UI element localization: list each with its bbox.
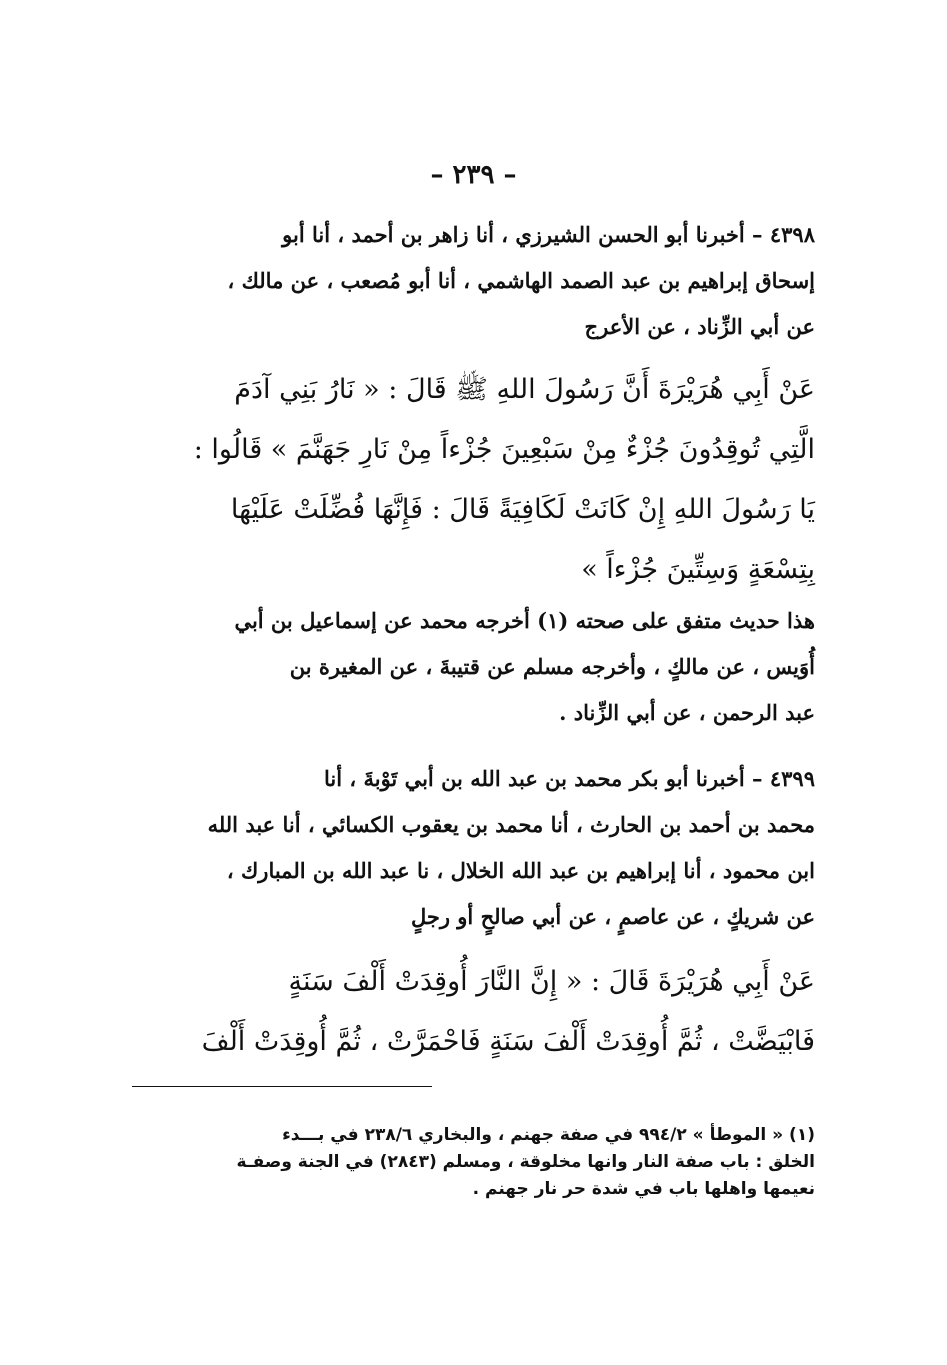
- isnad-line: إسحاق إبراهيم بن عبد الصمد الهاشمي ، أنا أبو مُصعب ، عن مالك ،: [227, 268, 815, 293]
- hadith-4399-isnad: [125, 756, 815, 940]
- matn-line: عَنْ أَبِي هُرَيْرَةَ قَالَ : « إِنَّ النَّارَ أُوقِدَتْ أَلْفَ سَنَةٍ: [288, 966, 815, 997]
- matn-line: يَا رَسُولَ اللهِ إِنْ كَانَتْ لَكَافِيَةً قَالَ : فَإِنَّهَا فُضِّلَتْ عَلَيْهَا: [230, 494, 815, 525]
- matn-line: عَنْ أَبِي هُرَيْرَةَ أَنَّ رَسُولَ اللهِ ﷺ قَالَ : « نَارُ بَنِي آدَمَ: [234, 374, 815, 405]
- matn-line: الَّتِي تُوقِدُونَ جُزْءٌ مِنْ سَبْعِينَ جُزْءاً مِنْ نَارِ جَهَنَّمَ » قَالُوا :: [193, 434, 815, 465]
- matn-line: فَابْيَضَّتْ ، ثُمَّ أُوقِدَتْ أَلْفَ سَنَةٍ فَاحْمَرَّتْ ، ثُمَّ أُوقِدَتْ أَلْفَ: [201, 1026, 815, 1057]
- footnote: [125, 1122, 815, 1203]
- isnad-line: عن أبي الزِّناد ، عن الأعرج: [584, 314, 815, 339]
- hadith-4398-matn: [125, 360, 815, 600]
- hadith-4399-matn: [125, 952, 815, 1072]
- isnad-line: محمد بن أحمد بن الحارث ، أنا محمد بن يعقوب الكسائي ، أنا عبد الله: [207, 812, 815, 837]
- hadith-4398-isnad: [125, 212, 815, 350]
- page-number: – ٢٣٩ –: [430, 160, 517, 190]
- hadith-4398-commentary: [125, 598, 815, 736]
- commentary-line: عبد الرحمن ، عن أبي الزِّناد .: [559, 700, 815, 725]
- isnad-line: ٤٣٩٨ – أخبرنا أبو الحسن الشيرزي ، أنا زاهر بن أحمد ، أنا أبو: [282, 222, 815, 247]
- matn-line: بِتِسْعَةٍ وَسِتِّينَ جُزْءاً »: [581, 554, 815, 585]
- isnad-line: عن شريكٍ ، عن عاصمٍ ، عن أبي صالحٍ أو رجلٍ: [410, 904, 815, 929]
- isnad-line: ٤٣٩٩ – أخبرنا أبو بكر محمد بن عبد الله بن أبي تَوْبةَ ، أنا: [323, 766, 815, 791]
- footnote-line: (١) « الموطأ » ٩٩٤/٢ في صفة جهنم ، والبخاري ٢٣٨/٦ في بـــدء: [282, 1125, 815, 1145]
- footnote-line: نعيمها واهلها باب في شدة حر نار جهنم .: [472, 1179, 815, 1199]
- footnote-separator: [132, 1086, 432, 1087]
- isnad-line: ابن محمود ، أنا إبراهيم بن عبد الله الخلال ، نا عبد الله بن المبارك ،: [226, 858, 815, 883]
- commentary-line: أُوَيس ، عن مالكٍ ، وأخرجه مسلم عن قتيبةَ ، عن المغيرة بن: [289, 654, 815, 679]
- footnote-line: الخلق : باب صفة النار وانها مخلوقة ، ومسلم (٢٨٤٣) في الجنة وصفـة: [236, 1152, 815, 1172]
- commentary-line: هذا حديث متفق على صحته (١) أخرجه محمد عن إسماعيل بن أبي: [234, 608, 815, 633]
